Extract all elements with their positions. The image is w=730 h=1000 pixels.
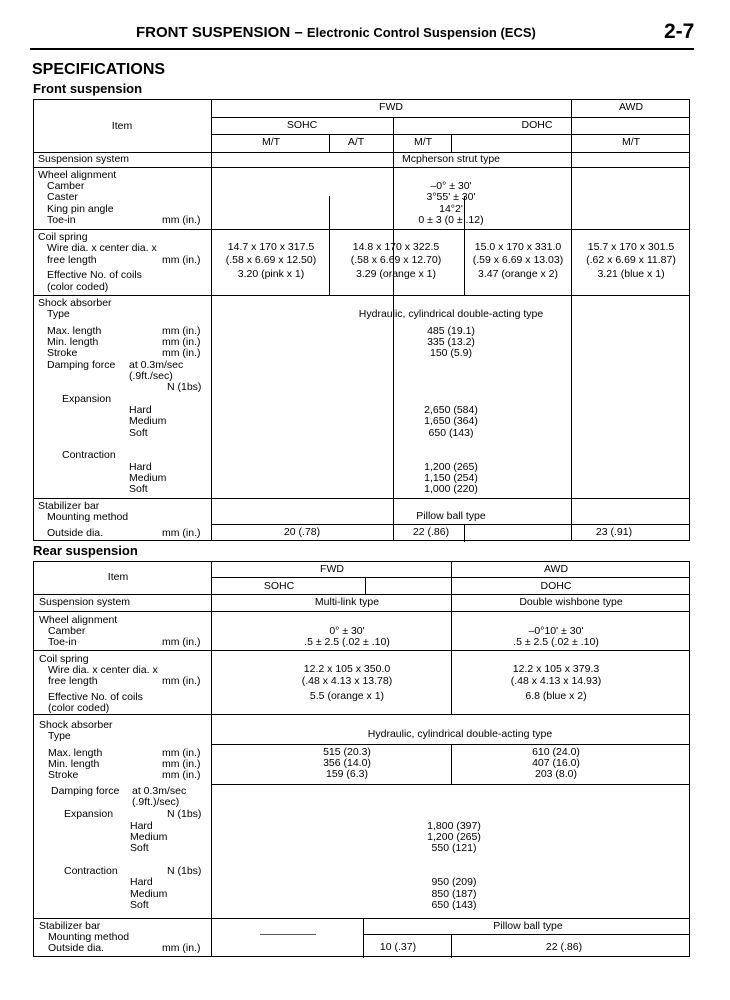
front-caster-label: Caster [47, 191, 78, 203]
rear-shock-min-awd: 407 (16.0) [532, 757, 580, 769]
section-title: SPECIFICATIONS [32, 61, 166, 78]
front-stab-od-label: Outside dia. [47, 527, 104, 539]
grid-line [34, 498, 689, 499]
rear-stab-mount-value: Pillow ball type [493, 920, 563, 932]
rear-coil-fwd-coils: 5.5 (orange x 1) [309, 690, 385, 702]
rear-coil-fwd-dims: 12.2 x 105 x 350.0 [303, 663, 391, 675]
grid-line [464, 196, 465, 295]
rear-coil-awd-coils: 6.8 (blue x 2) [525, 690, 587, 702]
front-stab-unit: mm (in.) [162, 527, 201, 539]
rear-shock-stroke-fwd: 159 (6.3) [325, 768, 369, 780]
front-coil-color-label: (color coded) [47, 281, 109, 293]
grid-line [34, 594, 689, 595]
front-expansion-label: Expansion [62, 393, 112, 405]
rear-stab-label: Stabilizer bar [39, 920, 101, 932]
rear-coil-free-label: free length [48, 675, 98, 687]
rear-con-medium-value: 850 (187) [431, 888, 477, 900]
rear-susp-label: Suspension system [39, 596, 131, 608]
front-dohc-mt-header: M/T [413, 136, 433, 148]
front-coil-free-label: free length [47, 254, 97, 266]
rear-dohc-header: DOHC [540, 580, 572, 592]
front-toein-label: Toe-in [47, 214, 76, 226]
header-title: FRONT SUSPENSION [136, 24, 291, 41]
front-sohc-mt-header: M/T [261, 136, 281, 148]
rear-stab-od-awd: 22 (.86) [545, 941, 583, 953]
front-coil-c1-dims-in: (.58 x 6.69 x 12.50) [225, 254, 317, 266]
front-damping-speed-ft: (.9ft./sec) [129, 370, 173, 382]
front-exp-soft-value: 650 (143) [428, 427, 474, 439]
grid-line [211, 784, 689, 785]
grid-line [34, 611, 689, 612]
rear-susp-fwd-value: Multi-link type [314, 596, 380, 608]
front-con-hard-value: 1,200 (265) [424, 461, 478, 473]
rear-shock-max-fwd: 515 (20.3) [323, 746, 371, 758]
grid-line [363, 934, 689, 935]
rear-shock-type-label: Type [48, 730, 71, 742]
rear-contraction-label: Contraction [64, 865, 118, 877]
front-shock-max-value: 485 (19.1) [427, 325, 475, 337]
grid-line [211, 577, 689, 578]
front-toein-unit: mm (in.) [162, 214, 201, 226]
front-camber-value: –0° ± 30' [430, 180, 472, 192]
grid-line [34, 152, 689, 153]
front-coil-c3-dims-in: (.59 x 6.69 x 13.03) [472, 254, 564, 266]
rear-damping-label: Damping force [51, 785, 120, 797]
rear-shock-stroke-awd: 203 (8.0) [534, 768, 578, 780]
front-shock-unit: mm (in.) [162, 347, 201, 359]
rear-shock-label: Shock absorber [39, 719, 113, 731]
rear-spec-table [33, 561, 690, 957]
front-coil-c2-coils: 3.29 (orange x 1) [356, 268, 436, 280]
front-exp-hard-label: Hard [129, 404, 152, 416]
rear-exp-medium-value: 1,200 (265) [427, 831, 481, 843]
front-toein-value: 0 ± 3 (0 ± .12) [418, 214, 484, 226]
front-coil-c2-dims-in: (.58 x 6.69 x 12.70) [350, 254, 442, 266]
rear-shock-max-label: Max. length [48, 747, 103, 759]
rear-suspension-title: Rear suspension [33, 543, 138, 558]
front-exp-medium-label: Medium [129, 415, 167, 427]
header-separator: – [294, 24, 303, 41]
grid-line [329, 134, 330, 152]
rear-sohc-header: SOHC [263, 580, 295, 592]
rear-shock-unit: mm (in.) [162, 769, 201, 781]
rear-coil-unit: mm (in.) [162, 675, 201, 687]
front-spec-table [33, 99, 690, 541]
front-fwd-header: FWD [379, 101, 403, 113]
rear-align-label: Wheel alignment [39, 614, 118, 626]
grid-line [34, 295, 689, 296]
rear-item-header: Item [107, 571, 129, 583]
front-con-medium-value: 1,150 (254) [424, 472, 478, 484]
grid-line [451, 744, 452, 784]
front-item-header: Item [111, 120, 133, 132]
front-damping-unit: N (1bs) [167, 381, 202, 393]
front-stab-od-sohc: 20 (.78) [283, 526, 321, 538]
grid-line [34, 167, 689, 168]
rear-shock-min-fwd: 356 (14.0) [323, 757, 371, 769]
rear-camber-label: Camber [48, 625, 86, 637]
front-shock-stroke-label: Stroke [47, 347, 78, 359]
front-caster-value: 3°55' ± 30' [426, 191, 476, 203]
grid-line [211, 100, 212, 540]
rear-con-hard-value: 950 (209) [431, 876, 477, 888]
rear-camber-fwd: 0° ± 30' [329, 625, 365, 637]
front-con-medium-label: Medium [129, 472, 167, 484]
front-con-soft-value: 1,000 (220) [424, 483, 478, 495]
front-awd-header: AWD [618, 101, 644, 113]
rear-coil-label: Coil spring [39, 653, 89, 665]
rear-toein-label: Toe-in [48, 636, 77, 648]
rear-exp-medium-label: Medium [130, 831, 168, 843]
front-stab-mount-value: Pillow ball type [416, 510, 486, 522]
page-header-title [136, 24, 536, 41]
not-applicable-dash [260, 934, 316, 935]
grid-line [571, 100, 572, 540]
rear-shock-type-value: Hydraulic, cylindrical double-acting type [367, 728, 553, 740]
rear-exp-hard-value: 1,800 (397) [427, 820, 481, 832]
rear-toein-unit: mm (in.) [162, 636, 201, 648]
rear-damping-speed-ft: (.9ft.)/sec) [132, 796, 180, 808]
front-con-soft-label: Soft [129, 483, 148, 495]
header-subtitle: Electronic Control Suspension (ECS) [306, 25, 536, 40]
grid-line [211, 562, 212, 956]
front-coil-label: Coil spring [38, 231, 88, 243]
grid-line [464, 524, 465, 542]
front-susp-value: Mcpherson strut type [401, 153, 501, 165]
rear-con-soft-value: 650 (143) [431, 899, 477, 911]
front-coil-eff-label: Effective No. of coils [47, 269, 142, 281]
front-con-hard-label: Hard [129, 461, 152, 473]
rear-exp-soft-value: 550 (121) [431, 842, 477, 854]
grid-line [34, 650, 689, 651]
grid-line [365, 577, 366, 594]
front-stab-mount-label: Mounting method [47, 511, 129, 523]
front-coil-c1-dims: 14.7 x 170 x 317.5 [227, 241, 315, 253]
front-shock-unit: mm (in.) [162, 325, 201, 337]
grid-line [34, 918, 689, 919]
grid-line [34, 229, 689, 230]
rear-con-hard-label: Hard [130, 876, 153, 888]
front-exp-soft-label: Soft [129, 427, 148, 439]
front-coil-c3-dims: 15.0 x 170 x 331.0 [474, 241, 562, 253]
rear-coil-wire-label: Wire dia. x center dia. x [48, 664, 158, 676]
front-awd-mt-header: M/T [621, 136, 641, 148]
front-coil-wire-label: Wire dia. x center dia. x [47, 242, 157, 254]
rear-susp-awd-value: Double wishbone type [519, 596, 623, 608]
rear-stab-unit: mm (in.) [162, 942, 201, 954]
rear-shock-unit: mm (in.) [162, 747, 201, 759]
header-rule [30, 48, 694, 50]
front-kingpin-label: King pin angle [47, 203, 114, 215]
rear-exp-hard-label: Hard [130, 820, 153, 832]
front-align-label: Wheel alignment [38, 169, 117, 181]
rear-con-medium-label: Medium [130, 888, 168, 900]
grid-line [451, 934, 452, 958]
rear-shock-stroke-label: Stroke [48, 769, 79, 781]
rear-stab-mount-label: Mounting method [48, 931, 130, 943]
rear-coil-color-label: (color coded) [48, 702, 110, 714]
front-sohc-at-header: A/T [347, 136, 365, 148]
rear-coil-eff-label: Effective No. of coils [48, 691, 143, 703]
front-stab-label: Stabilizer bar [38, 500, 100, 512]
front-coil-c4-dims-in: (.62 x 6.69 x 11.87) [586, 254, 676, 266]
grid-line [329, 196, 330, 295]
rear-shock-min-label: Min. length [48, 758, 100, 770]
grid-line [211, 117, 689, 118]
grid-line [211, 134, 689, 135]
front-exp-hard-value: 2,650 (584) [424, 404, 478, 416]
rear-exp-soft-label: Soft [130, 842, 149, 854]
front-shock-max-label: Max. length [47, 325, 102, 337]
front-stab-od-awd: 23 (.91) [595, 526, 633, 538]
page-number: 2-7 [664, 20, 695, 43]
front-stab-od-dohc: 22 (.86) [412, 526, 450, 538]
rear-coil-fwd-dims-in: (.48 x 4.13 x 13.78) [301, 675, 393, 687]
front-damping-speed: at 0.3m/sec [129, 359, 184, 371]
grid-line [363, 918, 364, 958]
front-kingpin-value: 14°2' [439, 203, 463, 215]
rear-toein-awd: .5 ± 2.5 (.02 ± .10) [513, 636, 599, 648]
front-dohc-header: DOHC [521, 119, 553, 131]
grid-line [211, 744, 689, 745]
rear-damping-speed: at 0.3m/sec [132, 785, 187, 797]
front-coil-c3-coils: 3.47 (orange x 2) [478, 268, 558, 280]
front-shock-min-value: 335 (13.2) [427, 336, 475, 348]
rear-con-soft-label: Soft [130, 899, 149, 911]
front-coil-unit: mm (in.) [162, 254, 201, 266]
front-camber-label: Camber [47, 180, 85, 192]
front-coil-c2-dims: 14.8 x 170 x 322.5 [352, 241, 440, 253]
grid-line [211, 524, 689, 525]
rear-coil-awd-dims-in: (.48 x 4.13 x 14.93) [510, 675, 602, 687]
rear-expansion-unit: N (1bs) [167, 808, 202, 820]
front-damping-label: Damping force [47, 359, 116, 371]
rear-camber-awd: –0°10' ± 30' [528, 625, 584, 637]
rear-shock-unit: mm (in.) [162, 758, 201, 770]
front-shock-type-value: Hydraulic, cylindrical double-acting type [358, 308, 544, 320]
front-sohc-header: SOHC [286, 119, 318, 131]
front-shock-stroke-value: 150 (5.9) [429, 347, 473, 359]
rear-expansion-label: Expansion [64, 808, 114, 820]
front-coil-c4-coils: 3.21 (blue x 1) [597, 268, 665, 280]
front-susp-label: Suspension system [38, 153, 130, 165]
rear-contraction-unit: N (1bs) [167, 865, 202, 877]
rear-stab-od-fwd: 10 (.37) [379, 941, 417, 953]
grid-line [451, 562, 452, 714]
front-shock-unit: mm (in.) [162, 336, 201, 348]
grid-line [393, 117, 394, 540]
rear-awd-header: AWD [543, 563, 569, 575]
front-shock-min-label: Min. length [47, 336, 99, 348]
grid-line [451, 134, 452, 152]
rear-fwd-header: FWD [320, 563, 344, 575]
rear-coil-awd-dims: 12.2 x 105 x 379.3 [512, 663, 600, 675]
rear-shock-max-awd: 610 (24.0) [532, 746, 580, 758]
front-shock-type-label: Type [47, 308, 70, 320]
front-exp-medium-value: 1,650 (364) [424, 415, 478, 427]
grid-line [34, 714, 689, 715]
front-contraction-label: Contraction [62, 449, 116, 461]
front-shock-label: Shock absorber [38, 297, 112, 309]
front-coil-c4-dims: 15.7 x 170 x 301.5 [587, 241, 675, 253]
front-suspension-title: Front suspension [33, 81, 143, 96]
rear-stab-od-label: Outside dia. [48, 942, 105, 954]
rear-toein-fwd: .5 ± 2.5 (.02 ± .10) [304, 636, 390, 648]
front-coil-c1-coils: 3.20 (pink x 1) [237, 268, 305, 280]
